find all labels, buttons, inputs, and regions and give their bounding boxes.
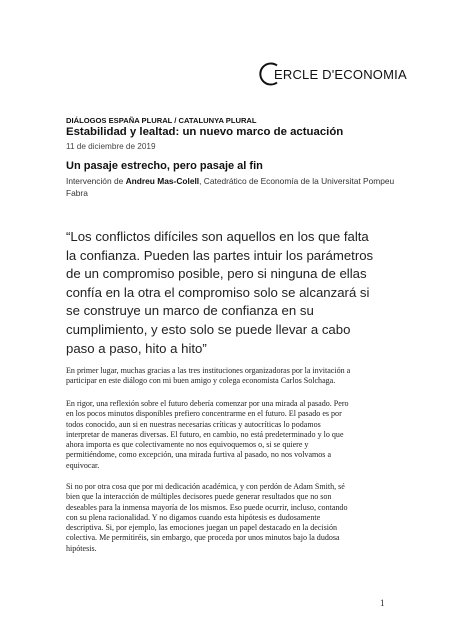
quote-line: de un compromiso posible, pero si ninguna de ellas — [66, 266, 367, 282]
quote-line: paso a paso, hito a hito” — [66, 340, 207, 356]
paragraph-line: en los pocos minutos disponibles prefiero concentrarme en el futuro. El pasado es por — [66, 409, 342, 419]
quote-line: se construye un marco de confianza en su — [66, 303, 314, 319]
section-title: Un pasaje estrecho, pero pasaje al fin — [66, 160, 263, 172]
paragraph-line: colectiva. Me permitiréis, sin embargo, que proceda por unos minutos bajo la dudosa — [66, 533, 340, 543]
paragraph-line: permitiéndome, como excepción, una mirada furtiva al pasado, no nos volvamos a — [66, 450, 332, 460]
body-paragraph-2 — [66, 399, 408, 471]
paragraph-line: todos conocido, aun si en nuestras necesarias críticas y autocríticas lo podamos — [66, 419, 321, 429]
paragraph-line: bien que la interacción de múltiples decisores puede generar resultados que no son — [66, 492, 332, 502]
paragraph-line: con su plena racionalidad. Y no digamos cuando esta hipótesis es dudosamente — [66, 512, 321, 522]
paragraph-line: Si no por otra cosa que por mi dedicación académica, y con perdón de Adam Smith, sé — [66, 482, 345, 491]
page-number: 1 — [380, 598, 385, 608]
quote-line: “Los conflictos difíciles son aquellos en los que falta — [66, 229, 369, 244]
paragraph-line: ahora importa es que colectivamente no nos equivoquemos o, si se quiere y — [66, 440, 309, 450]
series-kicker: DIÁLOGOS ESPAÑA PLURAL / CATALUNYA PLURAL — [66, 116, 257, 125]
document-date: 11 de diciembre de 2019 — [66, 142, 156, 151]
quote-line: confía en la otra el compromiso solo se alcanzará si — [66, 284, 370, 300]
cercle-logo — [258, 60, 407, 88]
paragraph-line: descriptiva. Si, por ejemplo, las emociones juegan un papel destacado en la decisión — [66, 523, 338, 533]
paragraph-line: deseables para la inmensa mayoría de los mismos. Eso puede ocurrir, incluso, contando — [66, 502, 348, 512]
paragraph-line: equivocar. — [66, 460, 100, 470]
speaker-name: Andreu Mas-Colell — [125, 176, 200, 186]
paragraph-line: participar en este diálogo con mi buen amigo y colega economista Carlos Solchaga. — [66, 376, 336, 386]
intro-prefix: Intervención de — [66, 176, 126, 186]
quote-line: cumplimiento, y esto solo se puede llevar a cabo — [66, 321, 351, 337]
pull-quote — [66, 228, 406, 358]
body-paragraph-1 — [66, 366, 408, 387]
document-title: Estabilidad y lealtad: un nuevo marco de actuación — [66, 126, 344, 138]
body-paragraph-3 — [66, 482, 408, 554]
paragraph-line: interpretar de maneras diversas. El futuro, en cambio, no está predeterminado y lo que — [66, 429, 344, 439]
paragraph-line: hipótesis. — [66, 543, 97, 553]
quote-line: la confianza. Pueden las partes intuir los parámetros — [66, 247, 374, 263]
paragraph-line: En primer lugar, muchas gracias a las tres instituciones organizadoras por la invitación a — [66, 366, 351, 375]
speaker-intro — [66, 175, 406, 199]
paragraph-line: En rigor, una reflexión sobre el futuro debería comenzar por una mirada al pasado. Pero — [66, 399, 349, 408]
logo-text: ERCLE D'ECONOMIA — [274, 66, 407, 82]
intro-suffix: , Catedrático de Economía de la Universitat Pompeu Fabra — [66, 176, 395, 198]
